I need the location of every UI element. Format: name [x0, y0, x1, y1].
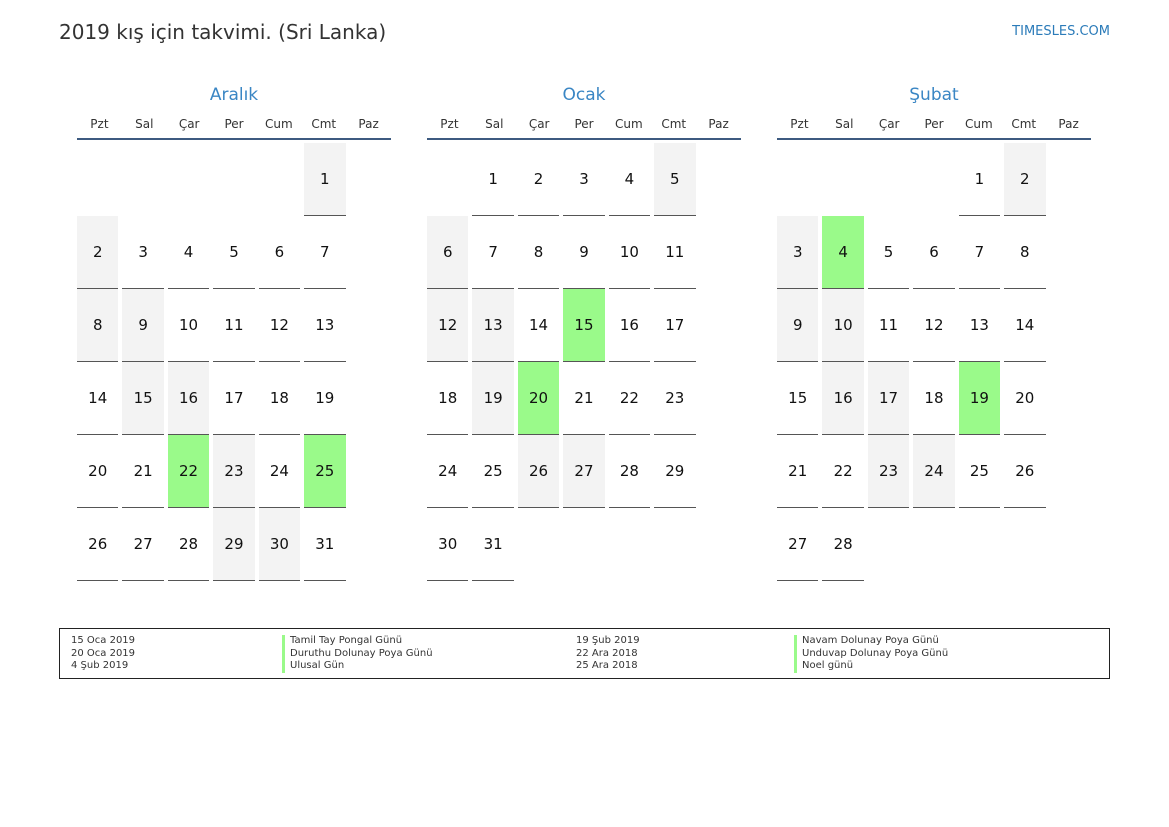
day-number: 18	[913, 362, 954, 435]
day-cell	[122, 508, 167, 581]
day-number: 13	[472, 289, 513, 362]
weekday-label: Cum	[615, 117, 643, 131]
day-cell	[563, 362, 608, 435]
day-number: 11	[654, 216, 695, 289]
day-number: 2	[1004, 143, 1045, 216]
day-cell	[472, 216, 517, 289]
day-number: 15	[777, 362, 818, 435]
day-number: 19	[304, 362, 345, 435]
day-cell	[777, 289, 822, 362]
day-number: 26	[77, 508, 118, 581]
empty-cell	[777, 143, 822, 216]
day-number: 27	[122, 508, 163, 581]
day-number: 27	[777, 508, 818, 581]
day-number: 19	[959, 362, 1000, 435]
day-cell	[213, 435, 258, 508]
legend-holiday-name: Navam Dolunay Poya Günü	[794, 635, 948, 648]
day-number: 23	[213, 435, 254, 508]
day-number: 16	[168, 362, 209, 435]
day-number: 29	[213, 508, 254, 581]
legend-holiday-name: Duruthu Dolunay Poya Günü	[282, 648, 433, 661]
day-cell	[777, 435, 822, 508]
day-cell	[518, 216, 563, 289]
day-number: 27	[563, 435, 604, 508]
day-cell	[259, 216, 304, 289]
day-number: 2	[77, 216, 118, 289]
day-number: 30	[259, 508, 300, 581]
day-cell	[913, 216, 958, 289]
empty-cell	[77, 143, 122, 216]
day-number: 24	[427, 435, 468, 508]
site-link[interactable]: TIMESLES.COM	[1012, 24, 1110, 39]
day-number: 3	[563, 143, 604, 216]
day-number: 3	[777, 216, 818, 289]
day-number: 14	[77, 362, 118, 435]
weekday-label: Sal	[135, 117, 154, 131]
empty-cell	[913, 143, 958, 216]
day-number: 4	[609, 143, 650, 216]
weekday-label: Cum	[265, 117, 293, 131]
legend-date: 20 Oca 2019	[71, 647, 136, 659]
day-number: 11	[868, 289, 909, 362]
day-cell	[259, 435, 304, 508]
day-number: 9	[777, 289, 818, 362]
day-number: 21	[563, 362, 604, 435]
weekday-label: Pzt	[90, 117, 109, 131]
day-cell	[518, 289, 563, 362]
day-cell	[259, 289, 304, 362]
day-cell	[213, 216, 258, 289]
day-cell	[609, 435, 654, 508]
weekday-label: Per	[574, 117, 594, 131]
day-cell	[609, 216, 654, 289]
day-number: 25	[472, 435, 513, 508]
day-cell	[1004, 289, 1049, 362]
weekday-label: Cmt	[311, 117, 337, 131]
legend-dates-right	[576, 635, 640, 673]
weekday-header	[427, 116, 741, 140]
day-number: 29	[654, 435, 695, 508]
day-number: 20	[77, 435, 118, 508]
month-name: Aralık	[209, 85, 259, 105]
day-number: 15	[563, 289, 604, 362]
day-cell	[822, 435, 867, 508]
month-calendar	[777, 84, 1091, 581]
day-number: 23	[654, 362, 695, 435]
day-number: 10	[168, 289, 209, 362]
day-cell	[168, 508, 213, 581]
day-number: 28	[609, 435, 650, 508]
day-number: 15	[122, 362, 163, 435]
day-number: 24	[259, 435, 300, 508]
day-number: 31	[304, 508, 345, 581]
legend-dates-left	[71, 635, 135, 673]
weekday-label: Cum	[965, 117, 993, 131]
legend-holiday-name: Noel günü	[794, 660, 948, 673]
day-number: 7	[304, 216, 345, 289]
day-cell	[654, 435, 699, 508]
legend-holiday-name: Unduvap Dolunay Poya Günü	[794, 648, 948, 661]
weekday-header	[777, 116, 1091, 140]
day-number: 26	[518, 435, 559, 508]
day-cell	[427, 508, 472, 581]
day-number: 28	[168, 508, 209, 581]
day-cell	[427, 216, 472, 289]
day-number: 7	[472, 216, 513, 289]
day-cell	[563, 143, 608, 216]
day-number: 6	[913, 216, 954, 289]
day-cell	[777, 216, 822, 289]
day-number: 21	[122, 435, 163, 508]
day-number: 26	[1004, 435, 1045, 508]
day-cell	[77, 435, 122, 508]
weekday-label: Per	[224, 117, 244, 131]
weekday-label: Sal	[485, 117, 504, 131]
day-number: 5	[868, 216, 909, 289]
day-cell	[1004, 143, 1049, 216]
day-number: 2	[518, 143, 559, 216]
day-number: 28	[822, 508, 863, 581]
day-number: 8	[1004, 216, 1045, 289]
day-number: 25	[959, 435, 1000, 508]
day-number: 1	[959, 143, 1000, 216]
day-cell	[77, 362, 122, 435]
weekday-header	[77, 116, 391, 140]
day-number: 13	[959, 289, 1000, 362]
day-cell	[609, 289, 654, 362]
day-cell	[822, 508, 867, 581]
weekday-label: Pzt	[440, 117, 459, 131]
day-cell	[959, 435, 1004, 508]
day-cell	[213, 508, 258, 581]
legend-date: 25 Ara 2018	[576, 660, 638, 671]
day-grid	[427, 143, 741, 581]
day-cell	[168, 289, 213, 362]
day-number: 19	[472, 362, 513, 435]
day-number: 5	[654, 143, 695, 216]
day-number: 12	[913, 289, 954, 362]
weekday-label: Cmt	[661, 117, 687, 131]
day-number: 14	[518, 289, 559, 362]
day-cell	[77, 508, 122, 581]
holiday-day-cell	[959, 362, 1004, 435]
day-cell	[959, 216, 1004, 289]
day-number: 21	[777, 435, 818, 508]
day-number: 18	[427, 362, 468, 435]
day-number: 8	[77, 289, 118, 362]
day-grid	[777, 143, 1091, 581]
day-cell	[654, 289, 699, 362]
day-number: 22	[822, 435, 863, 508]
day-cell	[609, 143, 654, 216]
weekday-label: Paz	[708, 117, 729, 131]
day-cell	[304, 362, 349, 435]
day-cell	[1004, 435, 1049, 508]
day-cell	[959, 289, 1004, 362]
month-calendar	[77, 84, 391, 581]
day-cell	[913, 289, 958, 362]
day-number: 18	[259, 362, 300, 435]
day-cell	[304, 289, 349, 362]
day-cell	[1004, 216, 1049, 289]
day-number: 22	[609, 362, 650, 435]
day-cell	[609, 362, 654, 435]
day-number: 31	[472, 508, 513, 581]
legend-names-left	[282, 635, 433, 673]
day-number: 22	[168, 435, 209, 508]
day-cell	[563, 435, 608, 508]
day-number: 16	[822, 362, 863, 435]
day-number: 30	[427, 508, 468, 581]
day-cell	[959, 143, 1004, 216]
legend-date: 15 Oca 2019	[71, 635, 136, 646]
holiday-day-cell	[563, 289, 608, 362]
day-cell	[122, 435, 167, 508]
day-cell	[427, 362, 472, 435]
day-cell	[304, 508, 349, 581]
day-cell	[868, 362, 913, 435]
day-cell	[259, 362, 304, 435]
weekday-label: Çar	[528, 117, 550, 131]
day-cell	[777, 508, 822, 581]
empty-cell	[259, 143, 304, 216]
day-cell	[822, 362, 867, 435]
day-cell	[563, 216, 608, 289]
holiday-legend	[59, 628, 1110, 679]
day-cell	[868, 216, 913, 289]
day-cell	[472, 289, 517, 362]
day-number: 3	[122, 216, 163, 289]
day-cell	[868, 435, 913, 508]
day-number: 20	[518, 362, 559, 435]
month-name: Şubat	[909, 85, 959, 105]
weekday-label: Paz	[1058, 117, 1079, 131]
day-cell	[472, 435, 517, 508]
day-cell	[1004, 362, 1049, 435]
weekday-label: Çar	[878, 117, 900, 131]
day-number: 12	[259, 289, 300, 362]
legend-date: 4 Şub 2019	[71, 660, 129, 671]
day-number: 6	[427, 216, 468, 289]
day-number: 20	[1004, 362, 1045, 435]
weekday-label: Pzt	[790, 117, 809, 131]
day-number: 6	[259, 216, 300, 289]
day-number: 16	[609, 289, 650, 362]
day-number: 14	[1004, 289, 1045, 362]
day-number: 8	[518, 216, 559, 289]
day-cell	[213, 289, 258, 362]
day-number: 17	[868, 362, 909, 435]
day-cell	[472, 143, 517, 216]
day-number: 13	[304, 289, 345, 362]
day-cell	[777, 362, 822, 435]
legend-names-right	[794, 635, 948, 673]
weekday-label: Çar	[178, 117, 200, 131]
day-cell	[122, 216, 167, 289]
day-cell	[304, 216, 349, 289]
day-number: 7	[959, 216, 1000, 289]
weekday-label: Per	[924, 117, 944, 131]
day-number: 11	[213, 289, 254, 362]
day-cell	[259, 508, 304, 581]
legend-holiday-name: Tamil Tay Pongal Günü	[282, 635, 433, 648]
day-cell	[304, 143, 349, 216]
legend-date: 22 Ara 2018	[576, 647, 638, 659]
day-number: 9	[563, 216, 604, 289]
day-cell	[868, 289, 913, 362]
day-number: 4	[822, 216, 863, 289]
day-cell	[913, 362, 958, 435]
holiday-day-cell	[518, 362, 563, 435]
empty-cell	[122, 143, 167, 216]
day-cell	[518, 143, 563, 216]
day-number: 4	[168, 216, 209, 289]
month-calendar	[427, 84, 741, 581]
day-cell	[654, 143, 699, 216]
day-number: 10	[609, 216, 650, 289]
day-number: 9	[122, 289, 163, 362]
day-number: 10	[822, 289, 863, 362]
empty-cell	[168, 143, 213, 216]
empty-cell	[427, 143, 472, 216]
day-cell	[122, 289, 167, 362]
day-cell	[913, 435, 958, 508]
holiday-day-cell	[304, 435, 349, 508]
holiday-day-cell	[822, 216, 867, 289]
month-name: Ocak	[562, 85, 606, 105]
weekday-label: Paz	[358, 117, 379, 131]
day-number: 24	[913, 435, 954, 508]
day-cell	[472, 508, 517, 581]
day-number: 1	[472, 143, 513, 216]
day-number: 23	[868, 435, 909, 508]
day-cell	[518, 435, 563, 508]
legend-date: 19 Şub 2019	[576, 635, 640, 646]
weekday-label: Cmt	[1011, 117, 1037, 131]
weekday-label: Sal	[835, 117, 854, 131]
day-cell	[427, 289, 472, 362]
day-cell	[168, 362, 213, 435]
day-cell	[822, 289, 867, 362]
empty-cell	[868, 143, 913, 216]
day-cell	[654, 216, 699, 289]
day-number: 17	[213, 362, 254, 435]
day-cell	[213, 362, 258, 435]
day-cell	[472, 362, 517, 435]
day-cell	[168, 216, 213, 289]
empty-cell	[822, 143, 867, 216]
page-title: 2019 kış için takvimi. (Sri Lanka)	[59, 20, 387, 44]
day-grid	[77, 143, 391, 581]
empty-cell	[213, 143, 258, 216]
day-number: 5	[213, 216, 254, 289]
day-cell	[77, 216, 122, 289]
day-number: 12	[427, 289, 468, 362]
legend-holiday-name: Ulusal Gün	[282, 660, 433, 673]
day-cell	[122, 362, 167, 435]
day-cell	[654, 362, 699, 435]
day-number: 17	[654, 289, 695, 362]
day-cell	[77, 289, 122, 362]
day-number: 25	[304, 435, 345, 508]
day-number: 1	[304, 143, 345, 216]
day-cell	[427, 435, 472, 508]
holiday-day-cell	[168, 435, 213, 508]
